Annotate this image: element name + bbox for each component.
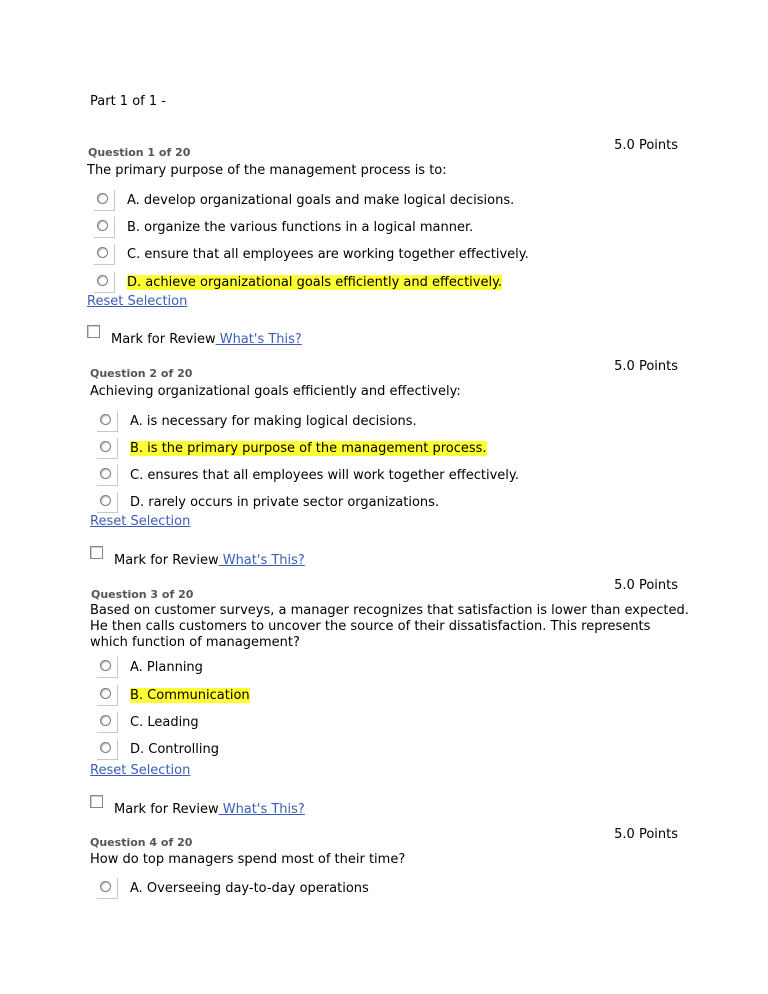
option-a: [97, 877, 369, 899]
radio-button[interactable]: [97, 275, 108, 286]
mark-for-review-label: Mark for Review: [114, 802, 219, 817]
radio-button[interactable]: [100, 688, 111, 699]
option-label: C. ensures that all employees will work together effectively.: [130, 467, 519, 483]
option-a: [97, 656, 203, 678]
question-text: Based on customer surveys, a manager recognizes that satisfaction is lower than expected. He then calls customers to uncover the source of their dissatisfaction. This represents which function of management?: [90, 603, 689, 650]
mark-for-review-label: Mark for Review: [111, 332, 216, 347]
option-b: [97, 684, 250, 706]
option-c: [94, 243, 529, 265]
mark-for-review-checkbox[interactable]: [87, 325, 100, 338]
option-label-highlighted: D. achieve organizational goals efficiently and effectively.: [127, 274, 503, 290]
question-number: Question 3 of 20: [91, 588, 194, 601]
mark-for-review: [90, 546, 305, 568]
question-number: Question 2 of 20: [90, 367, 193, 380]
option-label: B. organize the various functions in a logical manner.: [127, 219, 474, 235]
radio-button[interactable]: [100, 468, 111, 479]
question-points: 5.0 Points: [614, 359, 678, 374]
radio-button[interactable]: [97, 247, 108, 258]
option-b: [94, 216, 473, 238]
option-label-highlighted: B. Communication: [130, 687, 250, 703]
question-number: Question 1 of 20: [88, 146, 191, 159]
option-label: A. Overseeing day-to-day operations: [130, 880, 369, 896]
option-label: A. is necessary for making logical decisions.: [130, 413, 417, 429]
option-label: A. Planning: [130, 659, 203, 675]
option-label: D. Controlling: [130, 741, 219, 757]
option-b: [97, 437, 487, 459]
question-text: The primary purpose of the management process is to:: [87, 163, 447, 178]
part-label: Part 1 of 1 -: [90, 94, 166, 109]
reset-selection-link[interactable]: Reset Selection: [90, 514, 191, 529]
radio-button[interactable]: [100, 441, 111, 452]
reset-selection-link[interactable]: Reset Selection: [87, 294, 188, 309]
question-points: 5.0 Points: [614, 827, 678, 842]
mark-for-review-checkbox[interactable]: [90, 546, 103, 559]
radio-button[interactable]: [100, 495, 111, 506]
mark-for-review-checkbox[interactable]: [90, 795, 103, 808]
radio-button[interactable]: [97, 220, 108, 231]
question-text: How do top managers spend most of their time?: [90, 852, 406, 867]
option-d: [97, 738, 219, 760]
option-label: A. develop organizational goals and make logical decisions.: [127, 192, 515, 208]
option-label: C. Leading: [130, 714, 199, 730]
reset-selection-link[interactable]: Reset Selection: [90, 763, 191, 778]
whats-this-link[interactable]: What's This?: [218, 553, 305, 568]
radio-button[interactable]: [100, 715, 111, 726]
radio-button[interactable]: [97, 193, 108, 204]
radio-button[interactable]: [100, 742, 111, 753]
option-label-highlighted: B. is the primary purpose of the management process.: [130, 440, 487, 456]
option-a: [94, 189, 514, 211]
radio-button[interactable]: [100, 881, 111, 892]
mark-for-review-label: Mark for Review: [114, 553, 219, 568]
mark-for-review: [87, 325, 302, 347]
option-c: [97, 711, 199, 733]
option-label: C. ensure that all employees are working together effectively.: [127, 246, 529, 262]
question-text: Achieving organizational goals efficiently and effectively:: [90, 384, 461, 399]
question-points: 5.0 Points: [614, 138, 678, 153]
radio-button[interactable]: [100, 414, 111, 425]
question-number: Question 4 of 20: [90, 836, 193, 849]
option-a: [97, 410, 417, 432]
option-d: [97, 491, 439, 513]
question-points: 5.0 Points: [614, 578, 678, 593]
radio-button[interactable]: [100, 660, 111, 671]
whats-this-link[interactable]: What's This?: [218, 802, 305, 817]
option-d: [94, 271, 502, 293]
option-c: [97, 464, 519, 486]
option-label: D. rarely occurs in private sector organizations.: [130, 494, 440, 510]
whats-this-link[interactable]: What's This?: [215, 332, 302, 347]
mark-for-review: [90, 795, 305, 817]
